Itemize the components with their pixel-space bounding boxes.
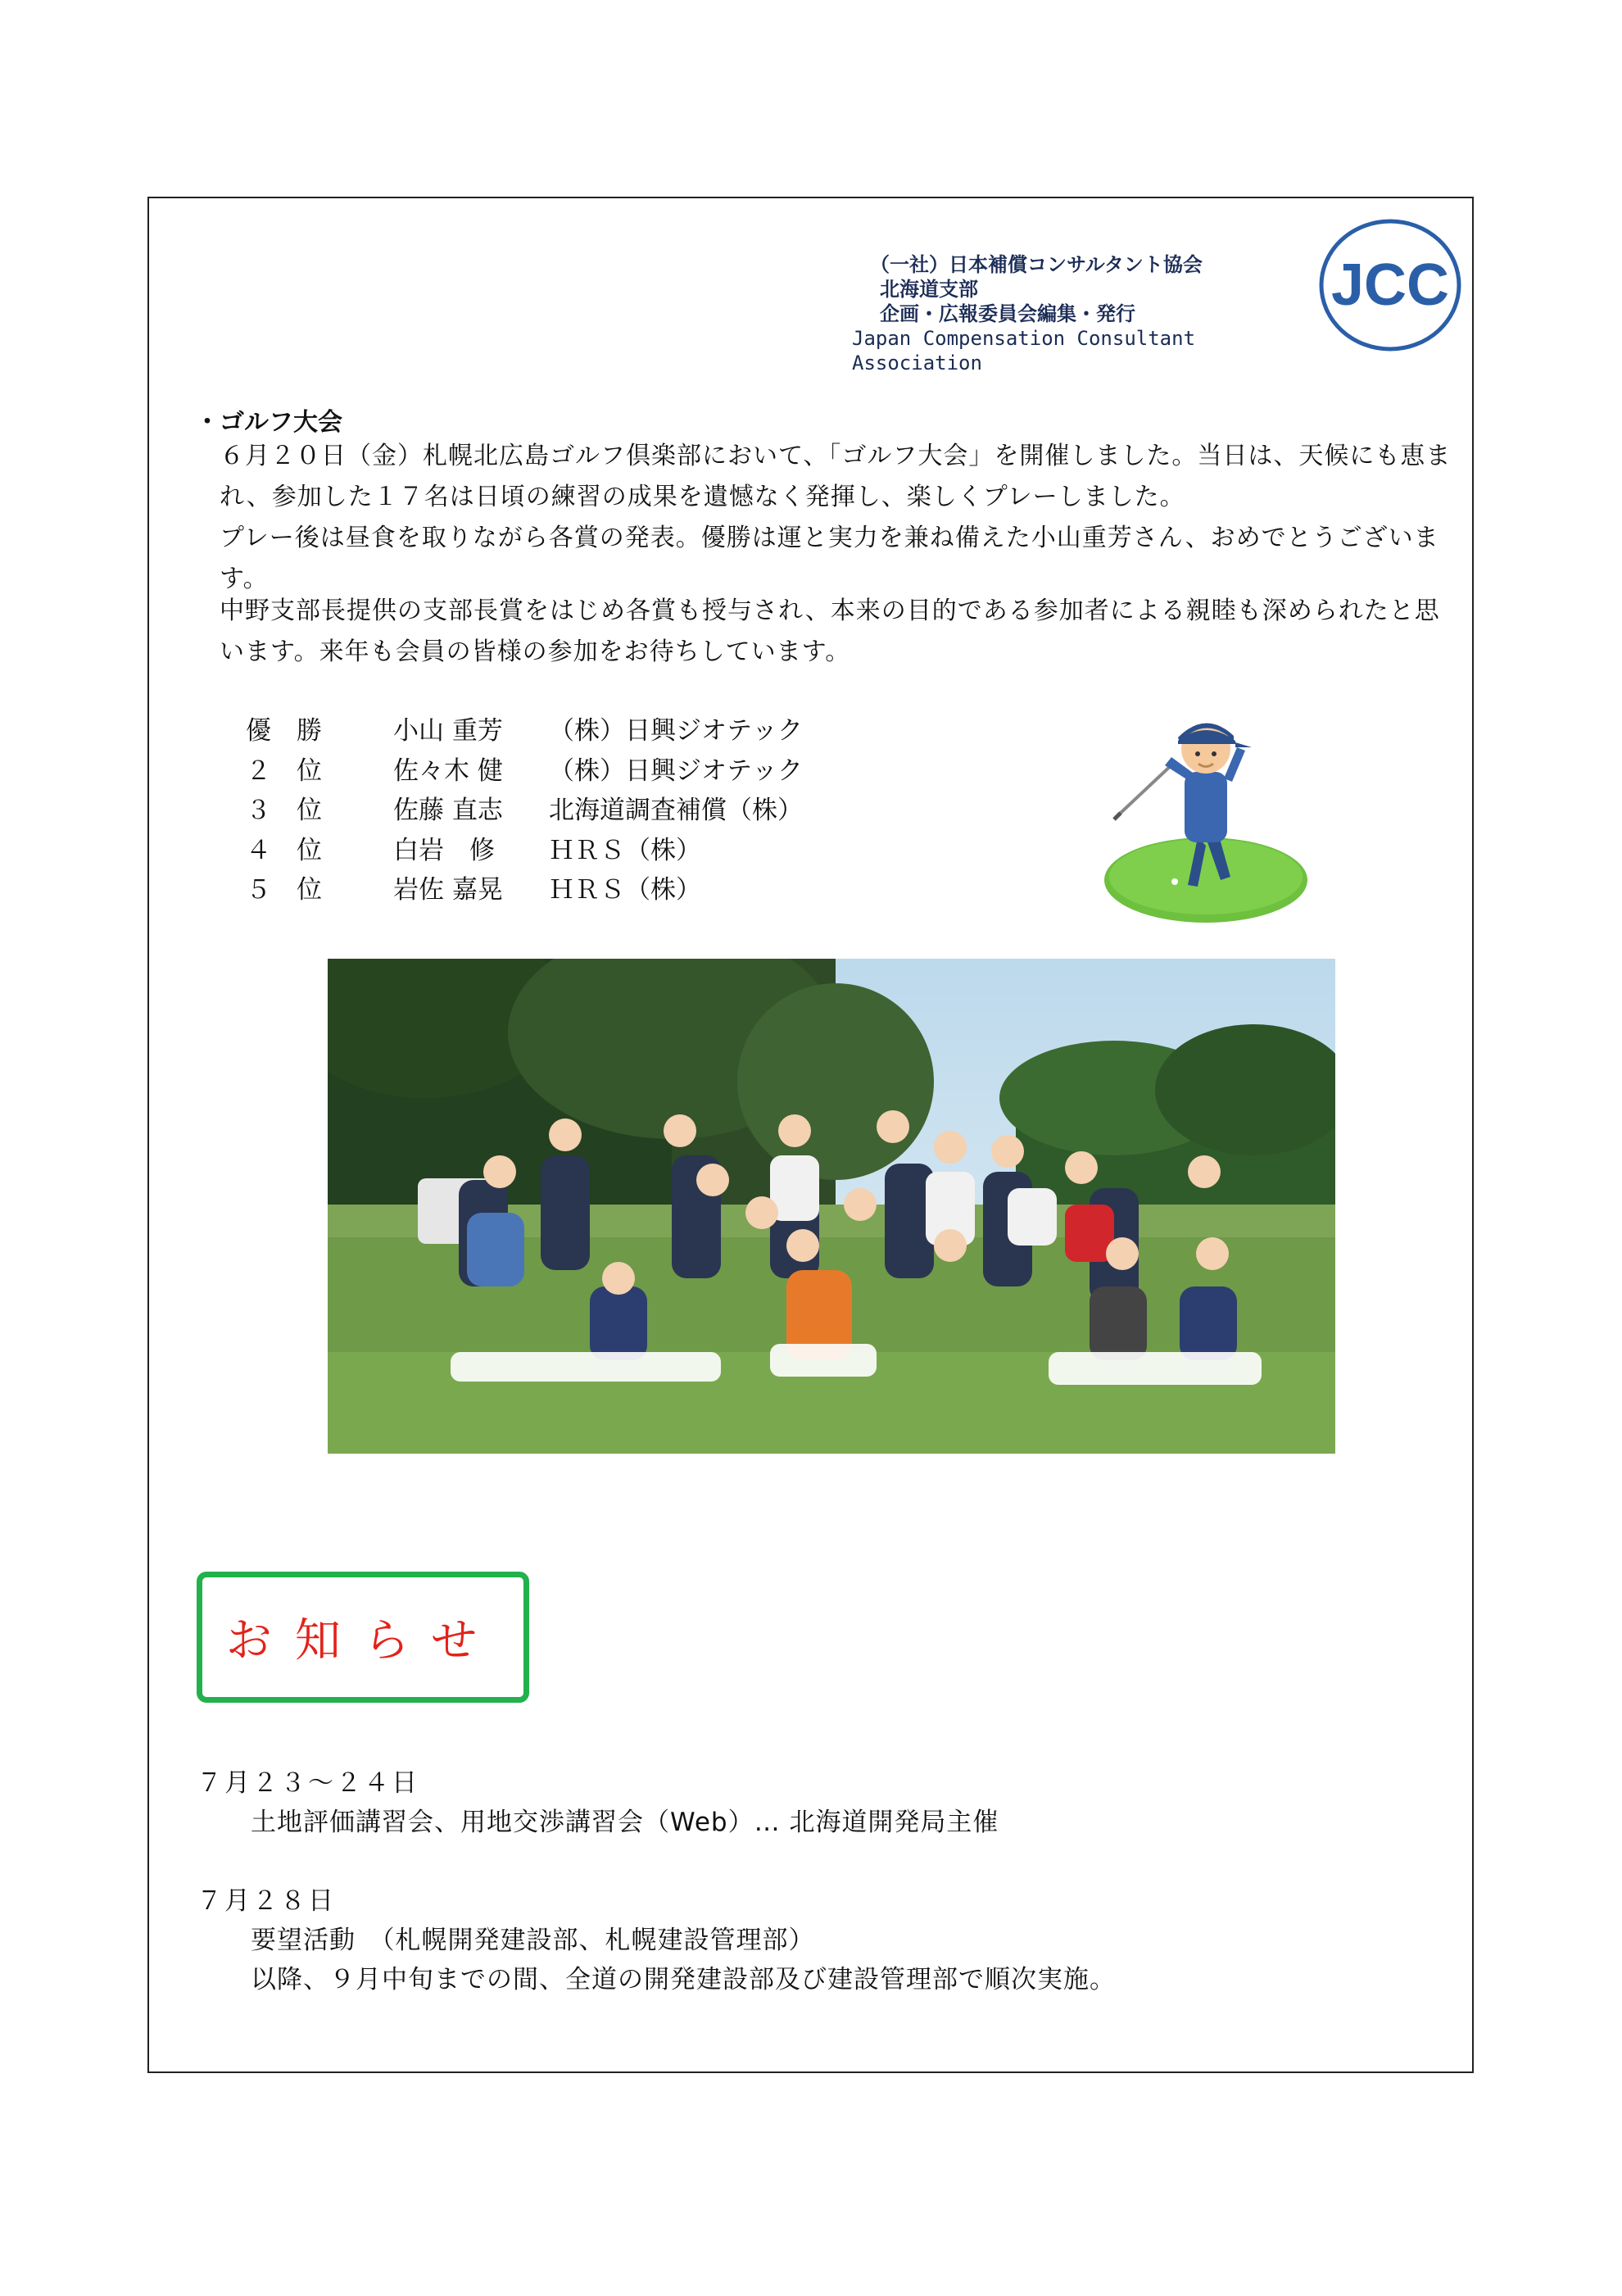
result-row: [246, 870, 803, 910]
event-detail: 土地評価講習会、用地交渉講習会（Web）… 北海道開発局主催: [251, 1808, 999, 1837]
result-company: ＨＲＳ（株）: [549, 835, 701, 865]
jcc-logo: [1316, 218, 1465, 357]
notice-box: [197, 1572, 529, 1703]
result-rank: ５ 位: [246, 875, 322, 905]
section-title: ・ゴルフ大会: [195, 408, 342, 437]
result-name: 小山 重芳: [393, 716, 503, 746]
association-name: （一社）日本補償コンサルタント協会: [870, 253, 1203, 276]
result-row: [246, 831, 803, 871]
paragraph-1: ６月２０日（金）札幌北広島ゴルフ倶楽部において、「ゴルフ大会」を開催しました。当日は、天候にも恵まれ、参加した１７名は日頃の練習の成果を遺憾なく発揮し、楽しくプレーしました。: [220, 442, 1452, 511]
event-date: ７月２８日: [197, 1886, 336, 1916]
result-company: ＨＲＳ（株）: [549, 875, 701, 905]
result-name: 白岩 修: [393, 835, 495, 865]
result-name: 岩佐 嘉晃: [393, 875, 503, 905]
result-rank: 優 勝: [246, 716, 322, 746]
editor-name: 企画・広報委員会編集・発行: [880, 302, 1135, 325]
branch-name: 北海道支部: [880, 278, 978, 301]
result-row: [246, 791, 803, 831]
association-english-name: Japan Compensation Consultant Association: [852, 327, 1196, 374]
result-company: 北海道調査補償（株）: [549, 796, 803, 825]
notice-title: お知らせ: [225, 1614, 501, 1668]
result-rank: ２ 位: [246, 756, 322, 786]
result-name: 佐々木 健: [393, 756, 503, 786]
paragraph-2: プレー後は昼食を取りながら各賞の発表。優勝は運と実力を兼ね備えた小山重芳さん、おめでとうございます。: [220, 524, 1439, 593]
event-detail: 以降、９月中旬までの間、全道の開発建設部及び建設管理部で順次実施。: [251, 1965, 1116, 1994]
publisher-info: [852, 252, 1327, 375]
results-list: [246, 711, 803, 910]
logo-text: JCC: [1330, 252, 1450, 318]
result-row: [246, 751, 803, 792]
group-photo: [328, 959, 1335, 1454]
golfer-illustration: [1083, 690, 1321, 936]
result-row: [246, 711, 803, 751]
result-rank: ３ 位: [246, 796, 322, 825]
paragraph-3: 中野支部長提供の支部長賞をはじめ各賞も授与され、本来の目的である参加者による親睦も深められたと思います。来年も会員の皆様の参加をお待ちしています。: [220, 597, 1440, 666]
result-company: （株）日興ジオテック: [549, 756, 803, 786]
event-date: ７月２３〜２４日: [197, 1768, 419, 1798]
result-rank: ４ 位: [246, 835, 322, 865]
event-detail: 要望活動 （札幌開発建設部、札幌建設管理部）: [251, 1926, 815, 1955]
result-name: 佐藤 直志: [393, 796, 503, 825]
result-company: （株）日興ジオテック: [549, 716, 803, 746]
